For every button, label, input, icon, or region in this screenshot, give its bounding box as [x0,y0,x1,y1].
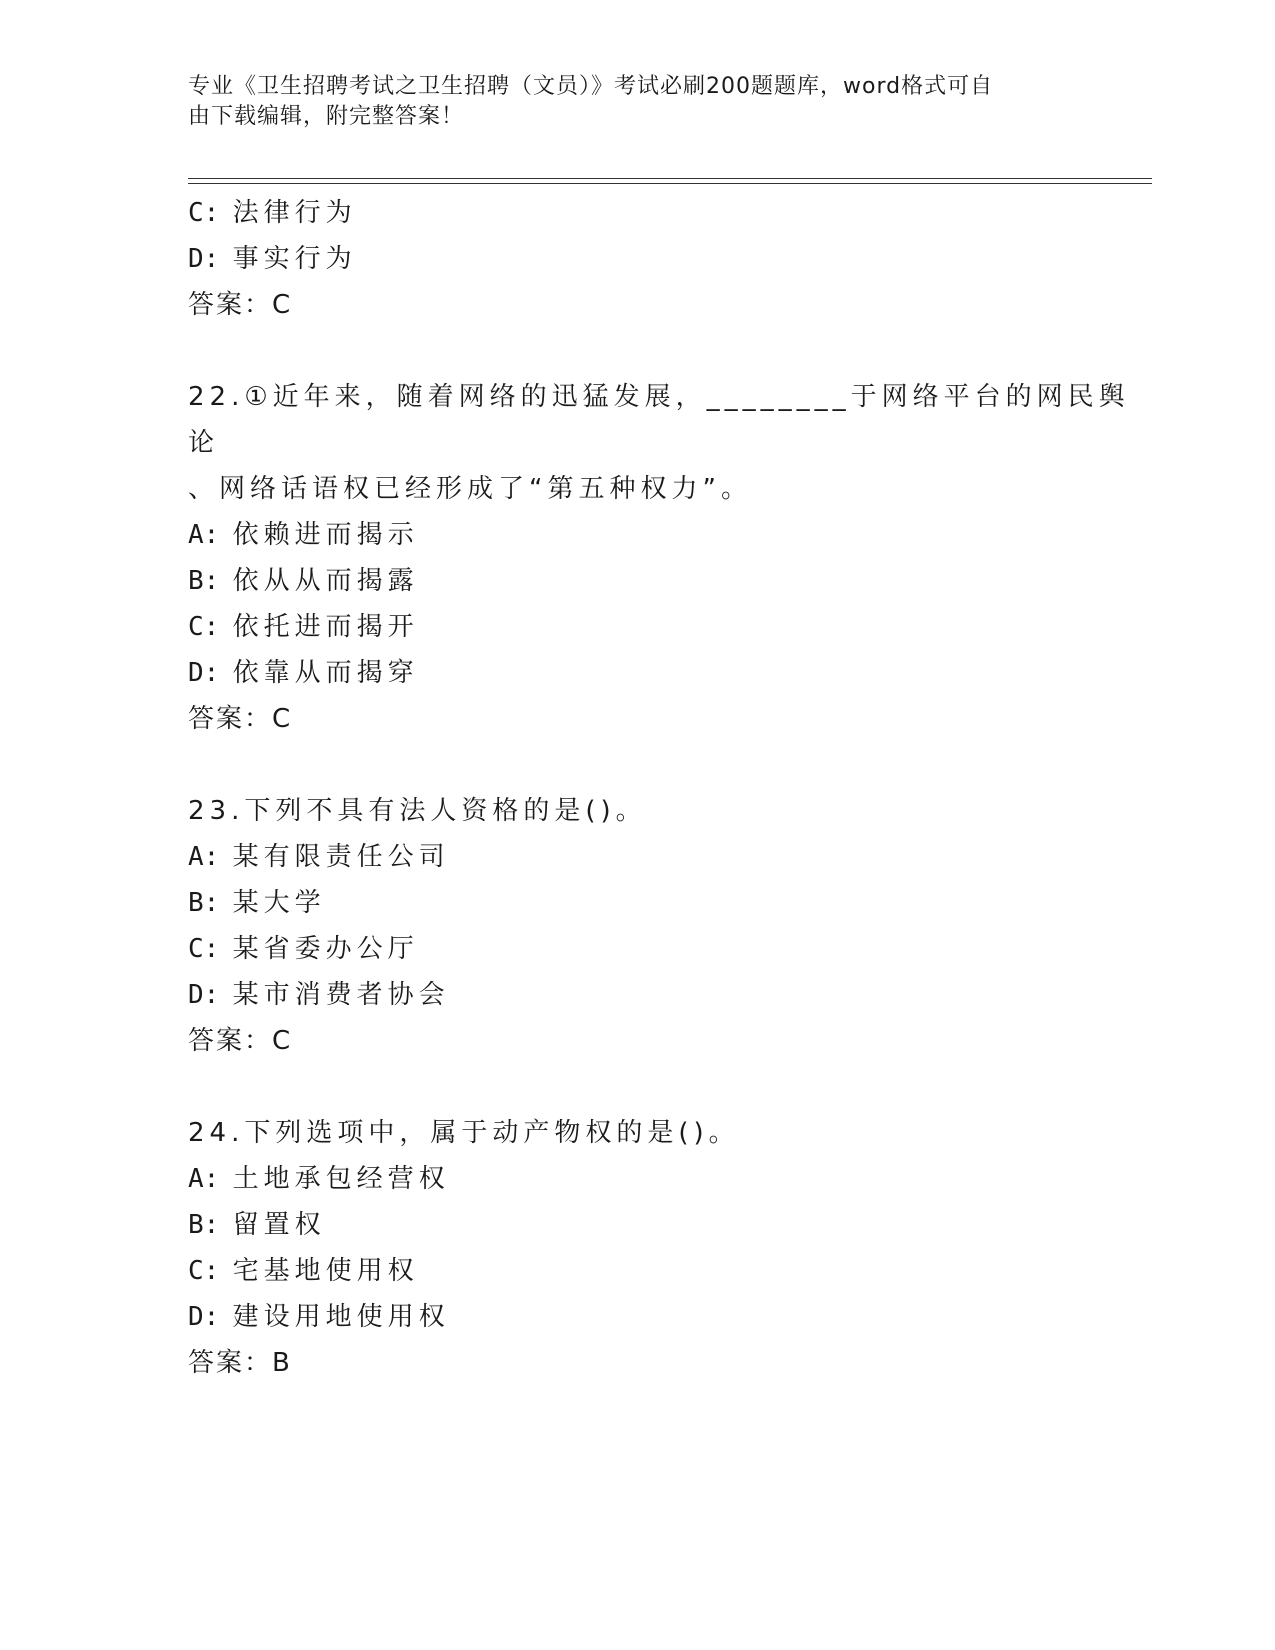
option-text: 建设用地使用权 [232,1302,450,1332]
option-label: C: [188,612,220,642]
option-b [188,880,1152,926]
option-label: C: [188,934,220,964]
option-d [188,1294,1152,1340]
option-a [188,512,1152,558]
option-label: A: [188,1164,220,1194]
question-stem-line-1: 23.下列不具有法人资格的是()。 [188,796,647,826]
option-text: 依赖进而揭示 [232,520,419,550]
option-label: C: [188,1256,220,1286]
page-header [188,72,1068,132]
question-stem [188,1110,1152,1156]
option-text: 依托进而揭开 [232,612,419,642]
option-text: 某有限责任公司 [232,842,450,872]
option-c [188,926,1152,972]
option-text: 某市消费者协会 [232,980,450,1010]
option-label: C: [188,198,220,228]
option-label: A: [188,520,220,550]
answer-line: 答案：C [188,704,293,734]
option-d [188,236,1152,282]
question-stem [188,788,1152,834]
option-label: B: [188,566,220,596]
option-label: D: [188,1302,220,1332]
option-text: 某省委办公厅 [232,934,419,964]
option-text: 法律行为 [232,198,357,228]
question-list [188,190,1152,1386]
option-a [188,834,1152,880]
option-c [188,1248,1152,1294]
header-title-line-2: 由下载编辑，附完整答案！ [188,104,465,129]
question-stem-line-2: 、网络话语权已经形成了“第五种权力”。 [188,474,752,504]
option-text: 事实行为 [232,244,357,274]
header-divider-bottom [188,183,1152,184]
option-b [188,558,1152,604]
option-label: D: [188,980,220,1010]
option-a [188,1156,1152,1202]
option-c [188,604,1152,650]
answer-line: 答案：C [188,290,293,320]
option-b [188,1202,1152,1248]
answer-line: 答案：C [188,1026,293,1056]
question-stem [188,374,1152,512]
question-stem-line-1: 24.下列选项中，属于动产物权的是()。 [188,1118,740,1148]
question-21-tail [188,190,1152,328]
option-d [188,972,1152,1018]
header-divider-top [188,178,1152,179]
option-text: 留置权 [232,1210,326,1240]
header-title-line-1: 专业《卫生招聘考试之卫生招聘（文员）》考试必刷200题题库，word格式可自 [188,74,994,99]
option-text: 宅基地使用权 [232,1256,419,1286]
question-22 [188,374,1152,742]
option-label: B: [188,888,220,918]
option-label: D: [188,244,220,274]
option-label: A: [188,842,220,872]
option-text: 依从从而揭露 [232,566,419,596]
question-24 [188,1110,1152,1386]
option-d [188,650,1152,696]
answer-line: 答案：B [188,1348,292,1378]
option-label: D: [188,658,220,688]
question-23 [188,788,1152,1064]
option-c [188,190,1152,236]
option-text: 某大学 [232,888,326,918]
option-text: 土地承包经营权 [232,1164,450,1194]
option-text: 依靠从而揭穿 [232,658,419,688]
option-label: B: [188,1210,220,1240]
question-stem-line-1: 22.①近年来，随着网络的迅猛发展，________于网络平台的网民舆论 [188,382,1130,458]
